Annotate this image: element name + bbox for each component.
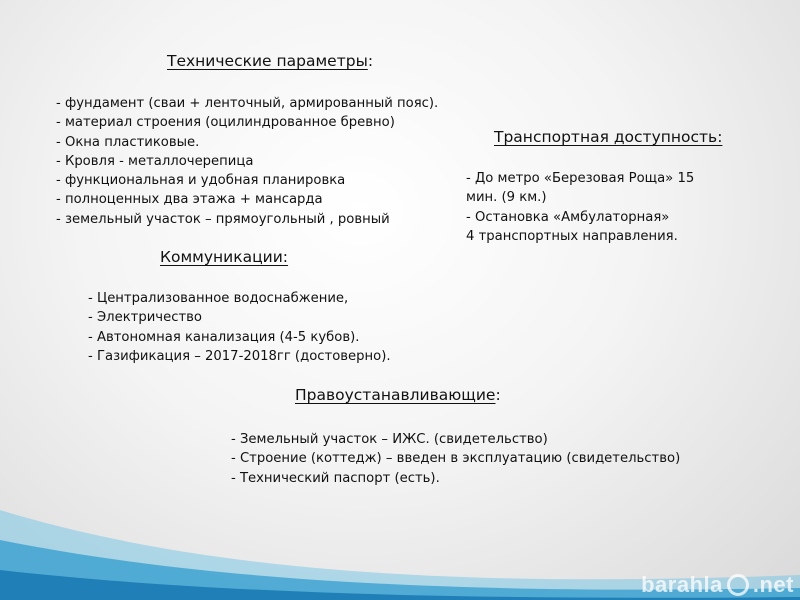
watermark-logo-icon xyxy=(727,574,749,596)
list-item: - Газификация – 2017-2018гг (достоверно). xyxy=(88,348,391,364)
watermark-suffix: .net xyxy=(752,572,794,597)
watermark xyxy=(641,572,794,598)
watermark-text: barahla xyxy=(641,572,723,597)
list-item: - Электричество xyxy=(88,310,202,326)
communications-list xyxy=(88,289,391,366)
list-item: - Централизованное водоснабжение, xyxy=(88,291,349,306)
text-line: 4 транспортных направления. xyxy=(466,228,678,244)
list-item: - Земельный участок – ИЖС. (свидетельство) xyxy=(231,432,548,447)
tech-params-heading: Технические параметры: xyxy=(167,52,374,70)
list-item: - полноценных два этажа + мансарда xyxy=(56,192,323,208)
list-item: - Кровля - металлочерепица xyxy=(56,153,254,169)
tech-params-list xyxy=(56,94,438,229)
rights-heading: Правоустанавливающие: xyxy=(295,386,501,404)
list-item: - материал строения (оцилиндрованное бревно) xyxy=(56,115,395,131)
list-item: - Окна пластиковые. xyxy=(56,134,200,150)
list-item: - функциональная и удобная планировка xyxy=(56,173,346,189)
transport-heading: Транспортная доступность: xyxy=(494,128,723,146)
communications-heading: Коммуникации: xyxy=(160,248,289,266)
text-line: - Остановка «Амбулаторная» xyxy=(466,209,670,225)
list-item: - фундамент (сваи + ленточный, армированный пояс). xyxy=(56,96,439,111)
transport-text xyxy=(466,169,694,246)
text-line: мин. (9 км.) xyxy=(466,190,547,206)
list-item: - Автономная канализация (4-5 кубов). xyxy=(88,329,360,345)
list-item: - Строение (коттедж) – введен в эксплуатацию (свидетельство) xyxy=(231,451,681,467)
list-item: - Технический паспорт (есть). xyxy=(231,470,440,486)
text-line: - До метро «Березовая Роща» 15 xyxy=(466,171,695,186)
list-item: - земельный участок – прямоугольный , ровный xyxy=(56,211,390,227)
